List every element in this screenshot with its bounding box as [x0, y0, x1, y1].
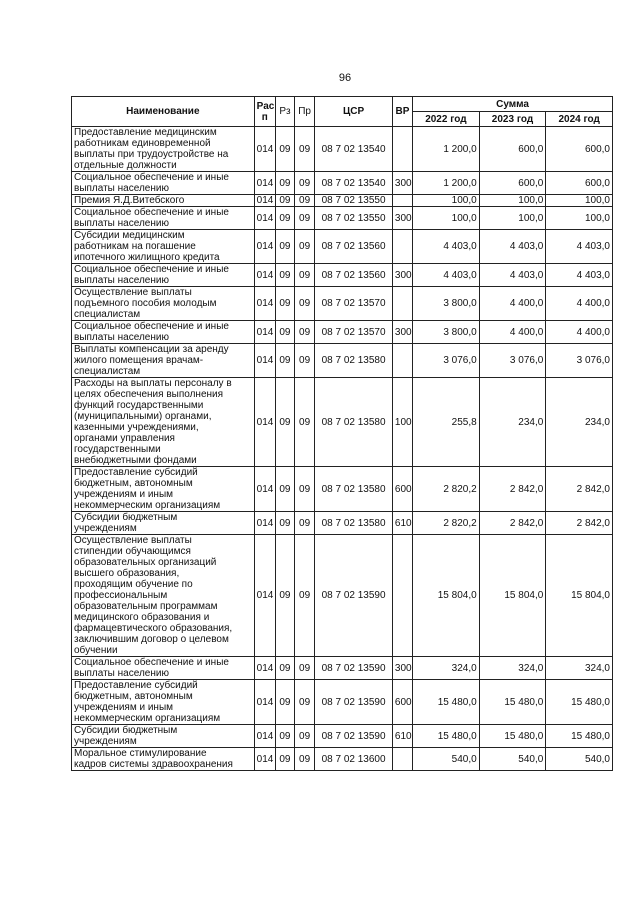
cell-vr: 300 [392, 172, 412, 195]
table-row [72, 172, 613, 195]
table-row [72, 264, 613, 287]
cell-name: Премия Я.Д.Витебского [72, 195, 255, 207]
cell-2022: 540,0 [413, 748, 480, 771]
cell-pr: 09 [295, 127, 315, 172]
cell-csr: 08 7 02 13590 [315, 680, 393, 725]
cell-name: Социальное обеспечение и иные выплаты населению [72, 321, 255, 344]
cell-ras: 014 [254, 467, 275, 512]
cell-rz: 09 [275, 344, 294, 378]
cell-vr [392, 535, 412, 657]
cell-pr: 09 [295, 321, 315, 344]
cell-2023: 100,0 [479, 195, 546, 207]
cell-ras: 014 [254, 287, 275, 321]
cell-pr: 09 [295, 680, 315, 725]
cell-rz: 09 [275, 378, 294, 467]
cell-csr: 08 7 02 13600 [315, 748, 393, 771]
cell-name: Предоставление субсидий бюджетным, автономным учреждениям и иным некоммерческим организациям [72, 467, 255, 512]
cell-vr: 300 [392, 207, 412, 230]
header-rz: Рз [275, 97, 294, 127]
cell-pr: 09 [295, 535, 315, 657]
cell-csr: 08 7 02 13590 [315, 535, 393, 657]
cell-2023: 2 842,0 [479, 512, 546, 535]
cell-2022: 3 800,0 [413, 287, 480, 321]
cell-2023: 2 842,0 [479, 467, 546, 512]
cell-vr [392, 195, 412, 207]
cell-2024: 15 480,0 [546, 680, 613, 725]
cell-csr: 08 7 02 13580 [315, 467, 393, 512]
cell-rz: 09 [275, 321, 294, 344]
cell-pr: 09 [295, 287, 315, 321]
cell-2023: 15 804,0 [479, 535, 546, 657]
cell-rz: 09 [275, 725, 294, 748]
cell-name: Социальное обеспечение и иные выплаты населению [72, 207, 255, 230]
cell-2022: 15 480,0 [413, 680, 480, 725]
cell-vr: 100 [392, 378, 412, 467]
cell-2024: 15 804,0 [546, 535, 613, 657]
cell-2023: 4 400,0 [479, 321, 546, 344]
cell-name: Моральное стимулирование кадров системы здравоохранения [72, 748, 255, 771]
cell-rz: 09 [275, 172, 294, 195]
cell-csr: 08 7 02 13590 [315, 725, 393, 748]
cell-2023: 100,0 [479, 207, 546, 230]
cell-vr [392, 287, 412, 321]
cell-name: Социальное обеспечение и иные выплаты населению [72, 264, 255, 287]
table-row [72, 195, 613, 207]
header-ras: Рас п [254, 97, 275, 127]
cell-rz: 09 [275, 207, 294, 230]
cell-2024: 540,0 [546, 748, 613, 771]
cell-ras: 014 [254, 680, 275, 725]
table-row [72, 680, 613, 725]
header-year-2022: 2022 год [413, 112, 480, 127]
cell-pr: 09 [295, 657, 315, 680]
header-year-2024: 2024 год [546, 112, 613, 127]
cell-2023: 234,0 [479, 378, 546, 467]
cell-ras: 014 [254, 657, 275, 680]
cell-pr: 09 [295, 172, 315, 195]
header-csr: ЦСР [315, 97, 393, 127]
cell-vr [392, 748, 412, 771]
page-number: 96 [338, 72, 352, 84]
cell-2023: 4 403,0 [479, 230, 546, 264]
cell-2024: 4 400,0 [546, 321, 613, 344]
cell-2023: 600,0 [479, 127, 546, 172]
cell-csr: 08 7 02 13570 [315, 287, 393, 321]
cell-rz: 09 [275, 535, 294, 657]
cell-name: Субсидии медицинским работникам на погашение ипотечного жилищного кредита [72, 230, 255, 264]
cell-name: Субсидии бюджетным учреждениям [72, 725, 255, 748]
cell-csr: 08 7 02 13560 [315, 264, 393, 287]
cell-csr: 08 7 02 13580 [315, 512, 393, 535]
cell-2022: 324,0 [413, 657, 480, 680]
cell-2024: 4 403,0 [546, 264, 613, 287]
cell-pr: 09 [295, 725, 315, 748]
table-row [72, 127, 613, 172]
cell-2022: 4 403,0 [413, 230, 480, 264]
cell-2024: 4 403,0 [546, 230, 613, 264]
cell-2022: 1 200,0 [413, 172, 480, 195]
cell-ras: 014 [254, 512, 275, 535]
cell-2024: 4 400,0 [546, 287, 613, 321]
cell-2022: 255,8 [413, 378, 480, 467]
header-row-1 [72, 97, 613, 112]
cell-2024: 100,0 [546, 195, 613, 207]
cell-pr: 09 [295, 512, 315, 535]
cell-rz: 09 [275, 287, 294, 321]
table-row [72, 207, 613, 230]
cell-2023: 4 403,0 [479, 264, 546, 287]
cell-name: Предоставление медицинским работникам единовременной выплаты при трудоустройстве на отдельные должности [72, 127, 255, 172]
cell-pr: 09 [295, 207, 315, 230]
table-row [72, 657, 613, 680]
cell-name: Осуществление выплаты подъемного пособия молодым специалистам [72, 287, 255, 321]
cell-pr: 09 [295, 344, 315, 378]
cell-csr: 08 7 02 13550 [315, 207, 393, 230]
cell-2022: 4 403,0 [413, 264, 480, 287]
cell-2022: 15 804,0 [413, 535, 480, 657]
table-row [72, 467, 613, 512]
cell-vr: 600 [392, 467, 412, 512]
cell-ras: 014 [254, 264, 275, 287]
header-sum: Сумма [413, 97, 613, 112]
cell-csr: 08 7 02 13580 [315, 344, 393, 378]
cell-2022: 15 480,0 [413, 725, 480, 748]
cell-csr: 08 7 02 13580 [315, 378, 393, 467]
cell-csr: 08 7 02 13590 [315, 657, 393, 680]
cell-vr: 610 [392, 725, 412, 748]
header-pr: Пр [295, 97, 315, 127]
cell-vr [392, 344, 412, 378]
cell-name: Предоставление субсидий бюджетным, автономным учреждениям и иным некоммерческим организациям [72, 680, 255, 725]
cell-ras: 014 [254, 127, 275, 172]
cell-rz: 09 [275, 512, 294, 535]
cell-2022: 3 800,0 [413, 321, 480, 344]
cell-name: Субсидии бюджетным учреждениям [72, 512, 255, 535]
cell-rz: 09 [275, 748, 294, 771]
cell-ras: 014 [254, 230, 275, 264]
cell-2024: 2 842,0 [546, 467, 613, 512]
cell-ras: 014 [254, 344, 275, 378]
cell-2022: 1 200,0 [413, 127, 480, 172]
header-year-2023: 2023 год [479, 112, 546, 127]
cell-2024: 234,0 [546, 378, 613, 467]
cell-2022: 2 820,2 [413, 467, 480, 512]
cell-2023: 600,0 [479, 172, 546, 195]
cell-csr: 08 7 02 13550 [315, 195, 393, 207]
cell-vr [392, 127, 412, 172]
cell-rz: 09 [275, 680, 294, 725]
cell-2022: 100,0 [413, 207, 480, 230]
cell-2023: 324,0 [479, 657, 546, 680]
cell-2023: 15 480,0 [479, 680, 546, 725]
cell-vr [392, 230, 412, 264]
cell-ras: 014 [254, 535, 275, 657]
cell-pr: 09 [295, 378, 315, 467]
cell-2024: 600,0 [546, 127, 613, 172]
table-row [72, 748, 613, 771]
cell-ras: 014 [254, 207, 275, 230]
cell-ras: 014 [254, 172, 275, 195]
table-row [72, 378, 613, 467]
cell-2024: 324,0 [546, 657, 613, 680]
table-row [72, 344, 613, 378]
cell-2024: 15 480,0 [546, 725, 613, 748]
table-row [72, 535, 613, 657]
header-vr: ВР [392, 97, 412, 127]
cell-rz: 09 [275, 195, 294, 207]
cell-2023: 15 480,0 [479, 725, 546, 748]
budget-table [71, 96, 613, 771]
cell-ras: 014 [254, 321, 275, 344]
table-row [72, 725, 613, 748]
cell-pr: 09 [295, 230, 315, 264]
cell-rz: 09 [275, 657, 294, 680]
cell-vr: 300 [392, 657, 412, 680]
cell-ras: 014 [254, 378, 275, 467]
cell-ras: 014 [254, 195, 275, 207]
cell-pr: 09 [295, 195, 315, 207]
cell-ras: 014 [254, 725, 275, 748]
cell-vr: 300 [392, 321, 412, 344]
cell-2022: 100,0 [413, 195, 480, 207]
table-body [72, 127, 613, 771]
cell-rz: 09 [275, 127, 294, 172]
cell-csr: 08 7 02 13570 [315, 321, 393, 344]
cell-vr: 300 [392, 264, 412, 287]
cell-name: Социальное обеспечение и иные выплаты населению [72, 172, 255, 195]
cell-csr: 08 7 02 13560 [315, 230, 393, 264]
cell-rz: 09 [275, 230, 294, 264]
table-row [72, 230, 613, 264]
cell-2024: 2 842,0 [546, 512, 613, 535]
cell-2024: 100,0 [546, 207, 613, 230]
cell-name: Осуществление выплаты стипендии обучающимся образовательных организаций высшего образования, проходящим обучение по профессиональным образовательным программам медицинского образования и фармацевтического образования, заключившим договор о целевом обучении [72, 535, 255, 657]
cell-2023: 3 076,0 [479, 344, 546, 378]
cell-csr: 08 7 02 13540 [315, 172, 393, 195]
cell-2022: 2 820,2 [413, 512, 480, 535]
cell-name: Расходы на выплаты персоналу в целях обеспечения выполнения функций государственными (муниципальными) органами, казенными учреждениями, органами управления государственными внебюджетными фондами [72, 378, 255, 467]
cell-name: Выплаты компенсации за аренду жилого помещения врачам- специалистам [72, 344, 255, 378]
cell-pr: 09 [295, 467, 315, 512]
header-name: Наименование [72, 97, 255, 127]
cell-pr: 09 [295, 264, 315, 287]
cell-vr: 610 [392, 512, 412, 535]
cell-vr: 600 [392, 680, 412, 725]
cell-2022: 3 076,0 [413, 344, 480, 378]
cell-csr: 08 7 02 13540 [315, 127, 393, 172]
cell-name: Социальное обеспечение и иные выплаты населению [72, 657, 255, 680]
table-row [72, 512, 613, 535]
cell-2024: 600,0 [546, 172, 613, 195]
cell-rz: 09 [275, 264, 294, 287]
table-row [72, 321, 613, 344]
cell-rz: 09 [275, 467, 294, 512]
cell-pr: 09 [295, 748, 315, 771]
cell-2023: 540,0 [479, 748, 546, 771]
cell-2023: 4 400,0 [479, 287, 546, 321]
table-row [72, 287, 613, 321]
cell-ras: 014 [254, 748, 275, 771]
cell-2024: 3 076,0 [546, 344, 613, 378]
